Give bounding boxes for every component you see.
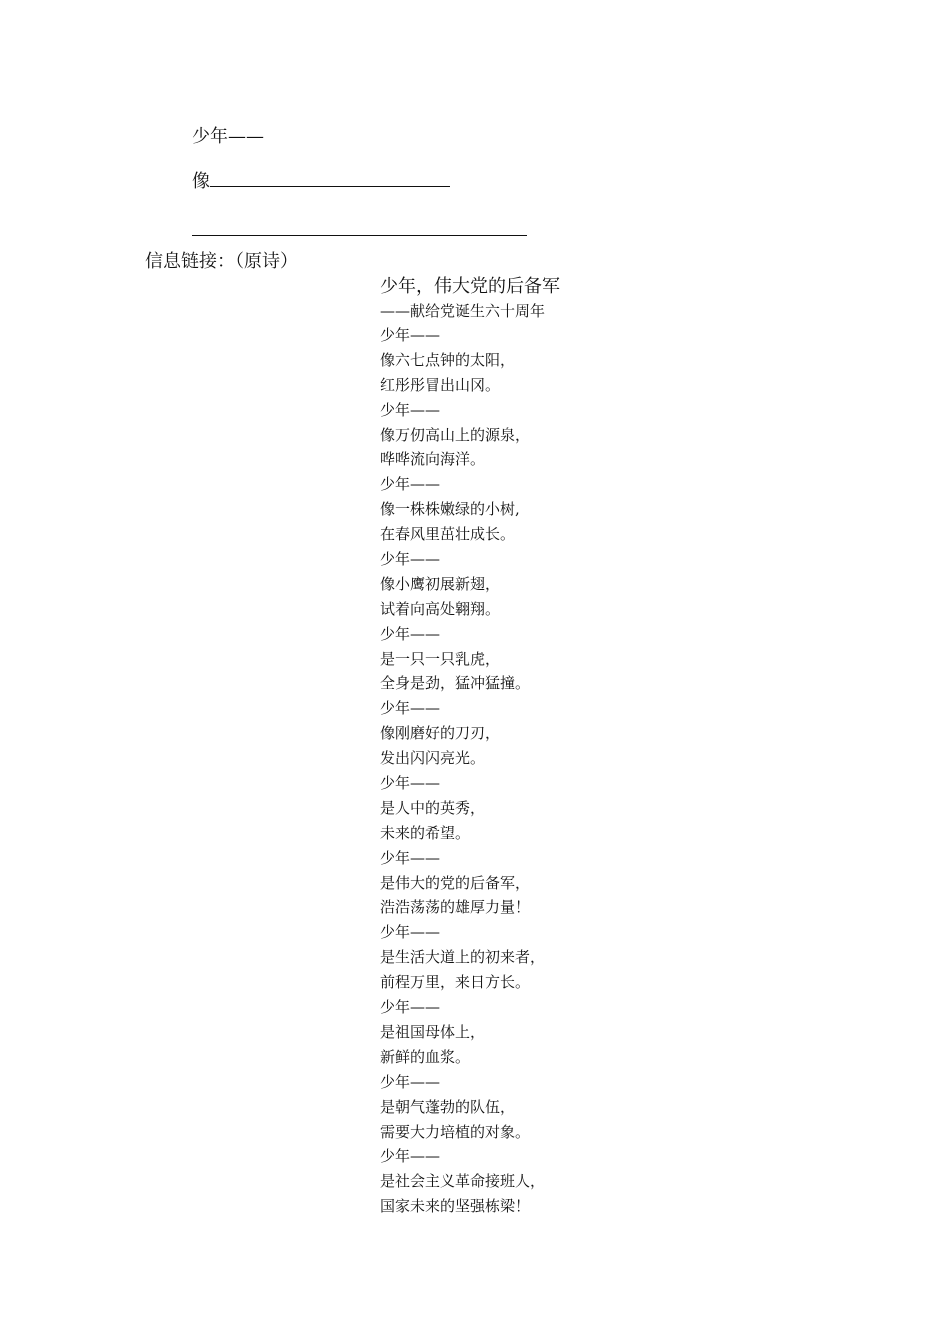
poem-line: 少年—— — [380, 1147, 441, 1166]
poem-line: 像万仞高山上的源泉， — [380, 425, 531, 444]
poem-lines — [380, 323, 560, 1219]
poem-line: 是朝气蓬勃的队伍， — [380, 1097, 516, 1116]
poem-subtitle: ——献给党诞生六十周年 — [380, 302, 546, 320]
poem-line: 少年—— — [380, 475, 441, 494]
fill-in-blank-2[interactable] — [192, 217, 527, 236]
poem-line: 哗哗流向海洋。 — [380, 450, 486, 469]
poem-line: 像刚磨好的刀刃， — [380, 724, 501, 743]
fill-in-blank-1[interactable] — [210, 168, 450, 187]
poem-line: 全身是劲，猛冲猛撞。 — [380, 674, 531, 693]
poem-line: 少年—— — [380, 774, 441, 793]
poem-line: 像一株株嫩绿的小树, — [380, 500, 520, 519]
poem-line: 是生活大道上的初来者， — [380, 948, 546, 967]
poem — [380, 275, 560, 1219]
info-link-label: 信息链接：（原诗） — [145, 251, 298, 272]
poem-line: 国家未来的坚强栋梁！ — [380, 1197, 531, 1216]
poem-line: 少年—— — [380, 550, 441, 569]
poem-line: 试着向高处翱翔。 — [380, 599, 501, 618]
poem-line: 需要大力培植的对象。 — [380, 1122, 531, 1141]
poem-line: 少年—— — [380, 699, 441, 718]
poem-line: 少年—— — [380, 326, 441, 344]
exercise-line-2-prefix: 像 — [192, 171, 210, 192]
poem-line: 是人中的英秀， — [380, 798, 486, 817]
exercise-line-1 — [192, 126, 264, 148]
exercise-line-1-text: 少年—— — [192, 126, 264, 147]
poem-line: 像六七点钟的太阳， — [380, 350, 516, 369]
poem-line: 像小鹰初展新翅， — [380, 574, 501, 593]
exercise-line-2 — [192, 168, 450, 193]
exercise-line-3 — [192, 217, 527, 242]
poem-line: 浩浩荡荡的雄厚力量！ — [380, 898, 531, 917]
poem-line: 是一只一只乳虎， — [380, 649, 501, 668]
poem-line: 新鲜的血浆。 — [380, 1047, 471, 1066]
poem-line: 是社会主义革命接班人， — [380, 1172, 546, 1191]
poem-line: 少年—— — [380, 848, 441, 867]
poem-line: 少年—— — [380, 1072, 441, 1091]
poem-line: 是祖国母体上， — [380, 1022, 486, 1041]
poem-line: 少年—— — [380, 998, 441, 1017]
poem-line: 是伟大的党的后备军， — [380, 873, 531, 892]
poem-line: 在春风里茁壮成长。 — [380, 525, 516, 544]
poem-line: 红彤彤冒出山冈。 — [380, 375, 501, 394]
poem-line: 少年—— — [380, 624, 441, 643]
poem-line: 前程万里，来日方长。 — [380, 973, 531, 992]
poem-line: 发出闪闪亮光。 — [380, 749, 486, 768]
poem-line: 未来的希望。 — [380, 823, 471, 842]
poem-line: 少年—— — [380, 400, 441, 419]
poem-line: 少年—— — [380, 923, 441, 942]
poem-title: 少年，伟大党的后备军 — [380, 276, 560, 297]
